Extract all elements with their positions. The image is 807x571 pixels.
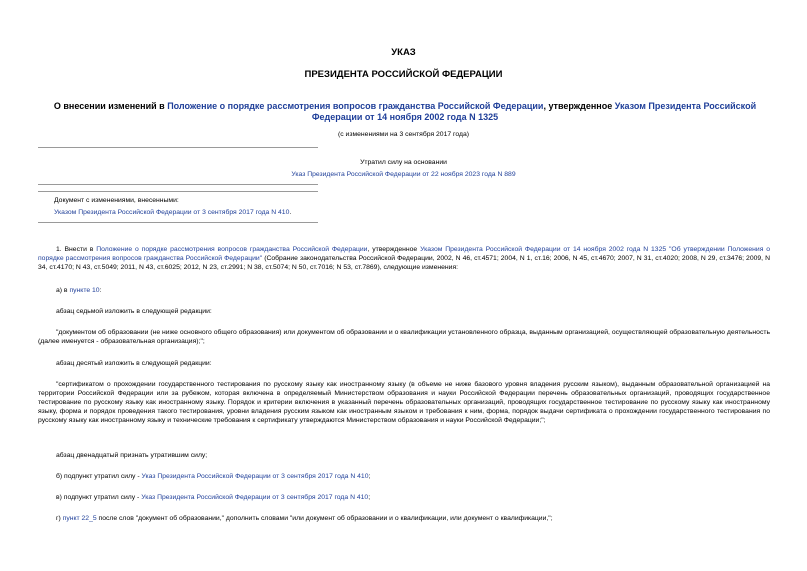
paragraph-desyatyi: абзац десятый изложить в следующей редакции:: [56, 360, 212, 367]
paragraph-certificate-quote: "сертификатом о прохождении государственного тестирования по русскому языку как иностранному языку (в объеме не ниже базового уровня владения русским языком), выданным образовательной организацией на территории Российской Федерации или за рубежом, которая включена в определяемый Министерством образования и науки Российской Федерации перечень образовательных организаций, проводящих государственное тестирование по русскому языку как иностранному языку. Порядок и критерии включения в указанный перечень образовательных организаций, проводящих государственное тестирование по русскому языку как иностранному языку, форма и порядок проведения такого тестирования, уровни владения русским языком как иностранным языком и требования к ним, форма, порядок выдачи сертификата о прохождении государственного тестирования по русскому языку как иностранному языку и технические требования к сертификату утверждаются Министерством образования и науки Российской Федерации;";: [38, 381, 770, 424]
amended-link[interactable]: Указом Президента Российской Федерации от 3 сентября 2017 года N 410: [54, 209, 290, 216]
amended-line: Указом Президента Российской Федерации от 3 сентября 2017 года N 410.: [54, 209, 292, 216]
paragraph-g: г) пункт 22_5 после слов "документ об образовании," дополнить словами "или документ об образовании и о квалификации, или документ о квалификации,";: [56, 515, 553, 522]
expired-link-line: [0, 170, 807, 179]
president-heading: ПРЕЗИДЕНТА РОССИЙСКОЙ ФЕДЕРАЦИИ: [304, 69, 503, 80]
decree-heading: УКАЗ: [391, 47, 416, 58]
paragraph-document-quote: "документом об образовании (не ниже основного общего образования) или документом об образовании и о квалификации установленного образца, выданным организацией, осуществляющей образовательную деятельность (далее именуется - образовательная организация);";: [38, 329, 770, 345]
link-punkt-22-5[interactable]: пункт 22_5: [62, 515, 97, 522]
paragraph-1: 1. Внести в Положение о порядке рассмотрения вопросов гражданства Российской Федерации, утвержденное Указом Президента Российской Федерации от 14 ноября 2002 года N 1325 "Об утверждении Положения о порядке рассмотрения вопросов гражданства Российской Федерации" (Собрание законодательства Российской Федерации, 2002, N 46, ст.4571; 2004, N 1, ст.16; 2006, N 45, ст.4670; 2007, N 31, ст.4020; 2008, N 29, ст.3476; 2009, N 34, ст.4170; N 43, ст.5049; 2011, N 43, ст.6025; 2012, N 23, ст.2991; N 38, ст.5074; N 50, ст.7016; N 53, ст.7869), следующие изменения:: [38, 246, 771, 271]
paragraph-b: б) подпункт утратил силу - Указ Президента Российской Федерации от 3 сентября 2017 года N 410;: [56, 473, 371, 480]
divider: [38, 191, 318, 192]
link-punkt-10[interactable]: пункте 10: [69, 287, 100, 294]
paragraph-sedmoy: абзац седьмой изложить в следующей редакции:: [56, 308, 212, 315]
amended-label: Документ с изменениями, внесенными:: [54, 197, 179, 204]
p1-link-decree-1325[interactable]: Указом Президента Российской Федерации от 14 ноября 2002 года N 1325 "Об утверждении Положения о порядке рассмотрения вопросов гражданства Российской Федерации": [38, 246, 771, 262]
expired-link[interactable]: Указ Президента Российской Федерации от 22 ноября 2023 года N 889: [291, 171, 516, 178]
title-link-decree-1325[interactable]: Указом Президента Российской Федерации от 14 ноября 2002 года N 1325: [311, 101, 757, 122]
p1-link-regulation[interactable]: Положение о порядке рассмотрения вопросов гражданства Российской Федерации: [96, 246, 368, 253]
title-link-regulation[interactable]: Положение о порядке рассмотрения вопросов гражданства Российской Федерации: [167, 101, 544, 111]
divider: [38, 222, 318, 223]
divider: [38, 184, 318, 185]
divider: [38, 147, 318, 148]
paragraph-dvenadtsatyi: абзац двенадцатый признать утратившим силу;: [56, 452, 208, 459]
link-decree-410-b[interactable]: Указ Президента Российской Федерации от 3 сентября 2017 года N 410: [141, 473, 369, 480]
paragraph-a: а) в пункте 10:: [56, 287, 102, 294]
paragraph-v: в) подпункт утратил силу - Указ Президента Российской Федерации от 3 сентября 2017 года N 410;: [56, 494, 371, 501]
revision-note: (с изменениями на 3 сентября 2017 года): [338, 131, 469, 138]
link-decree-410-v[interactable]: Указ Президента Российской Федерации от 3 сентября 2017 года N 410: [141, 494, 369, 501]
expired-label: Утратил силу на основании: [360, 159, 447, 166]
document-title: О внесении изменений в Положение о порядке рассмотрения вопросов гражданства Российской Федерации, утвержденное Указом Президента Российской Федерации от 14 ноября 2002 года N 1325: [53, 101, 757, 122]
